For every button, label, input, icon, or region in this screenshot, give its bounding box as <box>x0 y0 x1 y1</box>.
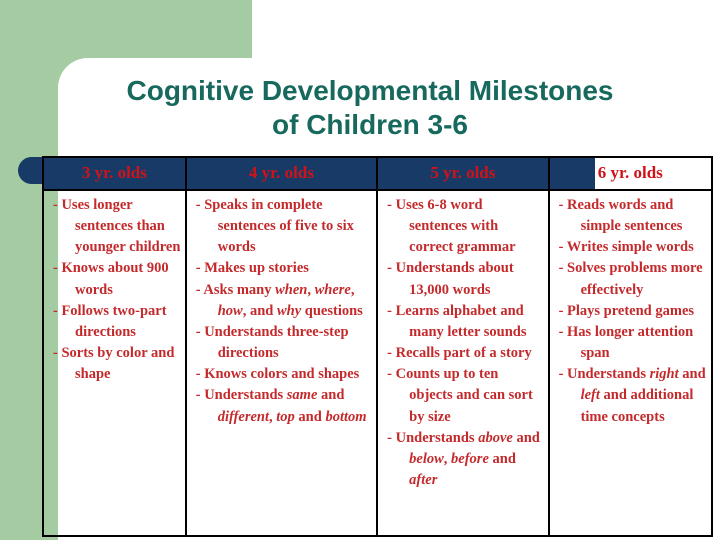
column-header-6yr-olds: 6 yr. olds <box>550 158 711 189</box>
milestone-item: - Knows about 900 words <box>53 260 169 298</box>
milestone-item: - Uses longer sentences than younger children <box>53 197 181 256</box>
table-body-row <box>44 191 711 535</box>
column-body-6yr-olds <box>550 191 711 535</box>
milestone-item: - Learns alphabet and many letter sounds <box>387 302 527 340</box>
milestone-item: - Reads words and simple sentences <box>558 197 683 235</box>
milestone-item: - Understands about 13,000 words <box>387 260 514 298</box>
milestone-item: - Understands right and left and additional time concepts <box>558 366 706 425</box>
slide-title-line2: of Children 3-6 <box>271 108 468 140</box>
milestone-item: - Plays pretend games <box>558 302 695 319</box>
milestone-item: - Sorts by color and shape <box>53 345 175 383</box>
milestone-item: - Makes up stories <box>195 260 309 277</box>
milestone-item: - Understands above and below, before and after <box>387 429 540 489</box>
milestone-item: - Understands same and different, top and bottom <box>195 387 367 425</box>
milestone-item: - Speaks in complete sentences of five to six words <box>195 197 354 256</box>
milestone-item: - Recalls part of a story <box>387 345 532 362</box>
slide-title-line1: Cognitive Developmental Milestones <box>126 75 614 106</box>
milestone-item: - Uses 6-8 word sentences with correct grammar <box>387 197 516 256</box>
column-header-4yr-olds: 4 yr. olds <box>187 158 378 189</box>
column-body-4yr-olds <box>187 191 378 535</box>
milestone-item: - Follows two-part directions <box>53 302 167 340</box>
column-body-5yr-olds <box>378 191 549 535</box>
column-header-5yr-olds: 5 yr. olds <box>378 158 549 189</box>
milestone-item: - Knows colors and shapes <box>195 366 360 383</box>
milestone-item: - Writes simple words <box>558 239 694 256</box>
slide-title <box>30 74 710 141</box>
column-body-3yr-olds <box>44 191 187 535</box>
milestone-item: - Asks many when, where, how, and why questions <box>195 281 363 319</box>
milestones-table <box>42 156 713 537</box>
table-header-row <box>44 158 711 191</box>
milestone-item: - Solves problems more effectively <box>558 260 703 298</box>
milestone-item: - Has longer attention span <box>558 323 694 362</box>
milestone-item: - Counts up to ten objects and can sort by size <box>387 366 533 425</box>
column-header-3yr-olds: 3 yr. olds <box>44 158 187 189</box>
milestone-item: - Understands three-step directions <box>195 323 349 362</box>
